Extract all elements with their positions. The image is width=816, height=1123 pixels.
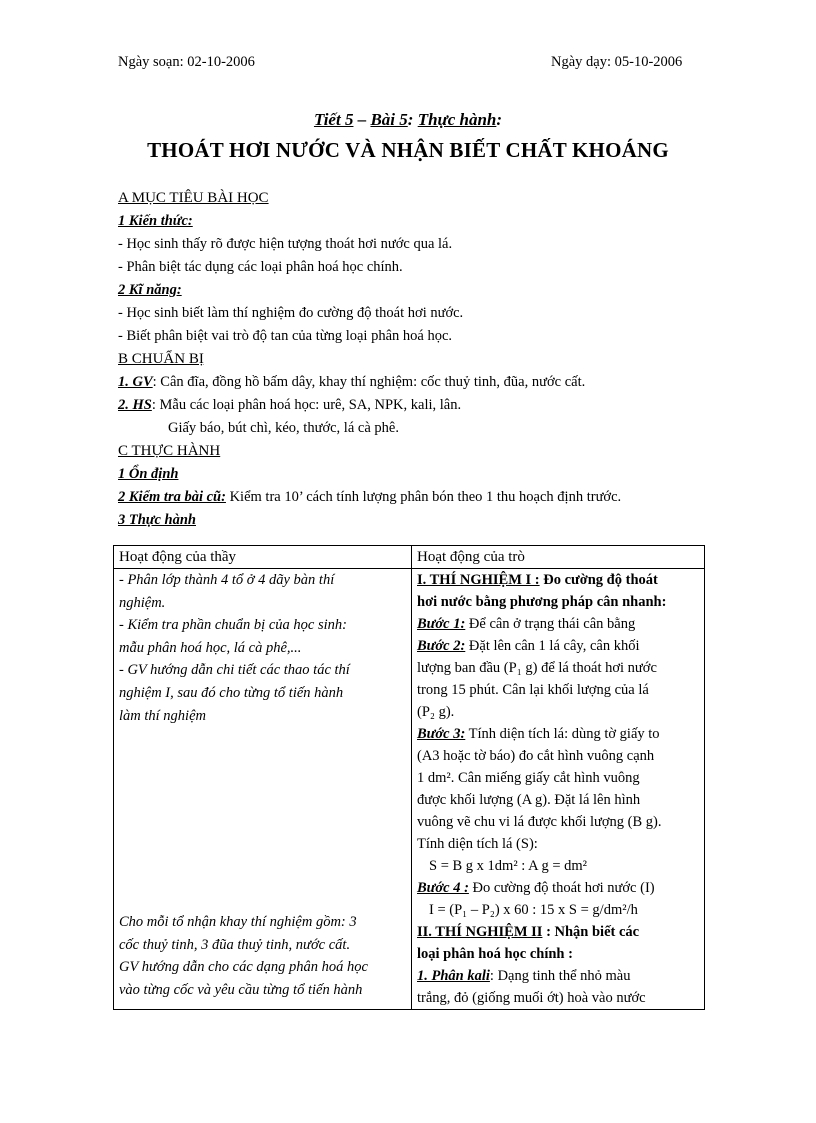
list-item: - Học sinh thấy rõ được hiện tượng thoát hơi nước qua lá. bbox=[118, 236, 453, 252]
review-line bbox=[118, 486, 708, 509]
teaching-date: Ngày dạy: 05-10-2006 bbox=[551, 54, 683, 70]
activity-table bbox=[113, 545, 705, 1010]
step-2-text: Đặt lên cân 1 lá cây, cân khối bbox=[465, 638, 640, 654]
table-row bbox=[114, 569, 705, 1010]
student-column-header: Hoạt động của trò bbox=[412, 546, 705, 569]
lesson-number: Tiết 5 bbox=[313, 110, 354, 129]
teacher-line: nghiệm. bbox=[119, 594, 166, 611]
teacher-prep-label: 1. GV bbox=[118, 374, 153, 390]
teacher-column-header: Hoạt động của thầy bbox=[114, 546, 412, 569]
area-formula: S = B g x 1dm² : A g = dm² bbox=[429, 858, 587, 874]
unit-number: Bài 5 bbox=[370, 110, 408, 129]
step-3-text: 1 dm². Cân miếng giấy cắt hình vuông bbox=[417, 770, 640, 786]
teacher-line: nghiệm I, sau đó cho từng tổ tiến hành bbox=[119, 684, 344, 701]
teacher-line: - GV hướng dẫn chi tiết các thao tác thí bbox=[119, 662, 350, 679]
teacher-prep-text: : Cân đĩa, đồng hồ bấm dây, khay thí nghiệm: cốc thuỷ tinh, đũa, nước cất. bbox=[152, 374, 586, 390]
step-2-text: lượng ban đầu (P₁ g) để lá thoát hơi nước bbox=[417, 660, 657, 676]
teacher-line: Cho mỗi tổ nhận khay thí nghiệm gồm: 3 bbox=[119, 914, 357, 931]
experiment-1-desc: Đo cường độ thoát bbox=[539, 572, 658, 588]
step-3-text: Tính diện tích lá (S): bbox=[417, 836, 538, 852]
experiment-2-desc-2: loại phân hoá học chính : bbox=[417, 946, 573, 962]
section-c-title: C THỰC HÀNH bbox=[118, 443, 221, 459]
title-colon: : bbox=[407, 110, 418, 129]
step-1-label: Bước 1: bbox=[417, 616, 466, 632]
section-a-title: A MỤC TIÊU BÀI HỌC bbox=[118, 190, 269, 206]
skills-heading: 2 Kĩ năng: bbox=[118, 282, 182, 298]
lesson-heading bbox=[0, 110, 816, 130]
student-prep-text-2: Giấy báo, bút chì, kéo, thước, lá cà phê. bbox=[168, 420, 399, 436]
potash-label: 1. Phân kali bbox=[417, 968, 490, 984]
step-2-text: trong 15 phút. Cân lại khối lượng của lá bbox=[417, 682, 649, 698]
practice-heading: 3 Thực hành bbox=[118, 512, 196, 528]
review-text: Kiểm tra 10’ cách tính lượng phân bón theo 1 thu hoạch định trước. bbox=[225, 489, 622, 505]
stabilize-heading: 1 Ổn định bbox=[118, 466, 179, 482]
step-4-text: Đo cường độ thoát hơi nước (I) bbox=[468, 880, 655, 896]
title-dash: – bbox=[353, 110, 371, 129]
step-4-label: Bước 4 : bbox=[417, 880, 469, 896]
step-3-text: (A3 hoặc tờ báo) đo cắt hình vuông cạnh bbox=[417, 748, 655, 764]
preparation-date: Ngày soạn: 02-10-2006 bbox=[118, 54, 255, 70]
step-3-text: Tính diện tích lá: dùng tờ giấy to bbox=[465, 726, 660, 742]
student-activities bbox=[412, 569, 705, 1010]
teacher-line: - Phân lớp thành 4 tổ ở 4 dãy bàn thí bbox=[119, 572, 335, 588]
teacher-line: vào từng cốc và yêu cầu từng tổ tiến hành bbox=[119, 981, 363, 998]
step-1-text: Để cân ở trạng thái cân bằng bbox=[465, 616, 636, 632]
transpiration-formula: I = (P₁ – P₂) x 60 : 15 x S = g/dm²/h bbox=[429, 902, 638, 918]
experiment-1-desc-2: hơi nước bằng phương pháp cân nhanh: bbox=[417, 594, 667, 610]
student-prep-text: : Mẫu các loại phân hoá học: urê, SA, NPK, kali, lân. bbox=[151, 397, 462, 413]
experiment-2-title: II. THÍ NGHIỆM II bbox=[417, 924, 543, 940]
step-3-text: vuông vẽ chu vi lá được khối lượng (B g). bbox=[417, 814, 662, 830]
potash-text: : Dạng tinh thể nhỏ màu bbox=[489, 968, 631, 984]
teacher-line: mẫu phân hoá học, lá cà phê,... bbox=[119, 639, 302, 656]
teacher-line: làm thí nghiệm bbox=[119, 707, 206, 724]
step-3-label: Bước 3: bbox=[417, 726, 466, 742]
teacher-line: GV hướng dẫn cho các dạng phân hoá học bbox=[119, 959, 368, 976]
list-item: - Học sinh biết làm thí nghiệm đo cường độ thoát hơi nước. bbox=[118, 305, 464, 321]
potash-text-2: trắng, đỏ (giống muối ớt) hoà vào nước bbox=[417, 990, 646, 1006]
spacer bbox=[119, 727, 406, 911]
student-prep-label: 2. HS bbox=[118, 397, 152, 413]
step-2-text: (P₂ g). bbox=[417, 704, 455, 720]
lesson-type: Thực hành bbox=[417, 110, 497, 129]
teacher-line: - Kiểm tra phần chuẩn bị của học sinh: bbox=[119, 617, 347, 634]
student-prep bbox=[118, 394, 708, 417]
list-item: - Biết phân biệt vai trò độ tan của từng loại phân hoá học. bbox=[118, 328, 453, 344]
teacher-line: cốc thuỷ tinh, 3 đũa thuỷ tinh, nước cất. bbox=[119, 936, 351, 953]
title-colon-2: : bbox=[496, 110, 503, 129]
page-title: THOÁT HƠI NƯỚC VÀ NHẬN BIẾT CHẤT KHOÁNG bbox=[147, 138, 669, 162]
table-header-row bbox=[114, 546, 705, 569]
teacher-prep bbox=[118, 371, 708, 394]
review-heading: 2 Kiểm tra bài cũ: bbox=[118, 489, 226, 505]
step-3-text: được khối lượng (A g). Đặt lá lên hình bbox=[417, 792, 641, 808]
knowledge-heading: 1 Kiến thức: bbox=[118, 213, 193, 229]
step-2-label: Bước 2: bbox=[417, 638, 466, 654]
document-body bbox=[118, 187, 708, 532]
teacher-activities bbox=[114, 569, 412, 1010]
experiment-1-title: I. THÍ NGHIỆM I : bbox=[417, 572, 540, 588]
experiment-2-desc: : Nhận biết các bbox=[542, 924, 640, 940]
section-b-title: B CHUẨN BỊ bbox=[118, 351, 204, 367]
list-item: - Phân biệt tác dụng các loại phân hoá học chính. bbox=[118, 259, 403, 275]
